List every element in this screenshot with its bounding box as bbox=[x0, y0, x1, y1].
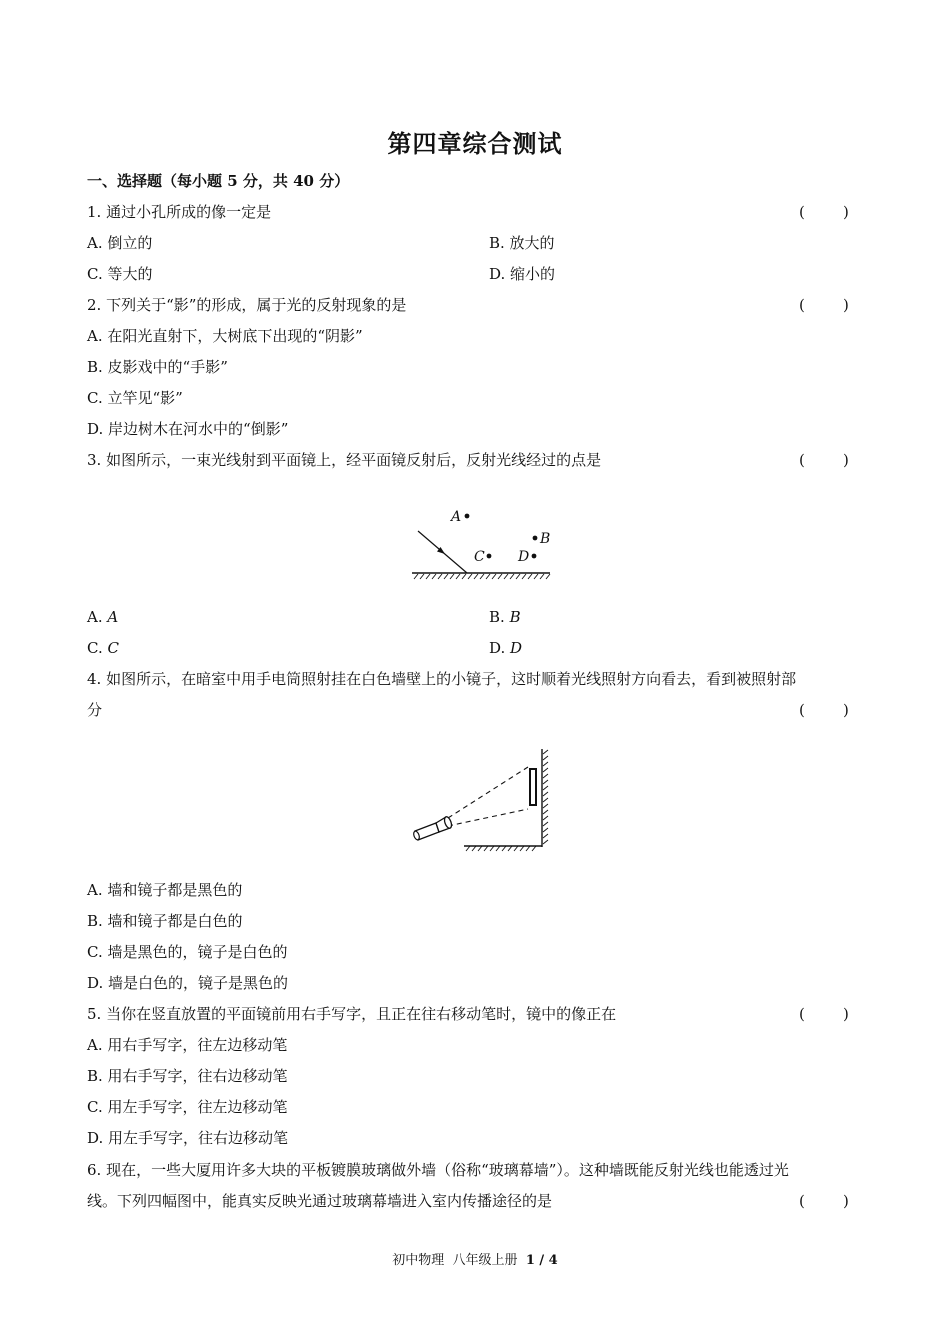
point-a-label: A bbox=[451, 509, 462, 525]
q3-option-b-value: B bbox=[509, 608, 521, 626]
q3-option-b: B. B bbox=[489, 608, 521, 626]
point-b-dot bbox=[533, 536, 538, 541]
q3-option-d: D. D bbox=[489, 639, 523, 657]
small-mirror bbox=[530, 769, 536, 805]
q1-option-b: B. 放大的 bbox=[489, 234, 555, 252]
q4-option-b: B. 墙和镜子都是白色的 bbox=[87, 912, 243, 930]
q4-option-a: A. 墙和镜子都是黑色的 bbox=[87, 881, 243, 899]
q1-stem: 1. 通过小孔所成的像一定是 bbox=[87, 203, 272, 221]
q5-option-d: D. 用左手写字，往右边移动笔 bbox=[87, 1129, 289, 1147]
q3-option-a-value: A bbox=[107, 608, 119, 626]
point-b-label: B bbox=[540, 531, 551, 547]
q2-option-b: B. 皮影戏中的“手影” bbox=[87, 358, 228, 376]
q6-stem-line1: 6. 现在，一些大厦用许多大块的平板镀膜玻璃做外墙（俗称“玻璃幕墙”）。这种墙既能反射光线也能透过光 bbox=[87, 1161, 789, 1179]
point-d-label: D bbox=[518, 549, 530, 565]
q2-stem: 2. 下列关于“影”的形成，属于光的反射现象的是 bbox=[87, 296, 407, 314]
q3-option-a: A. A bbox=[87, 608, 119, 626]
q6-stem-line2: 线。下列四幅图中，能真实反映光通过玻璃幕墙进入室内传播途径的是 bbox=[87, 1192, 553, 1210]
q2-option-d: D. 岸边树木在河水中的“倒影” bbox=[87, 420, 289, 438]
q3-stem: 3. 如图所示，一束光线射到平面镜上，经平面镜反射后，反射光线经过的点是 bbox=[87, 451, 602, 469]
q5-option-c: C. 用左手写字，往左边移动笔 bbox=[87, 1098, 288, 1116]
page-title: 第四章综合测试 bbox=[387, 129, 563, 158]
q3-mirror-figure bbox=[385, 500, 555, 582]
q3-option-c-value: C bbox=[107, 639, 119, 657]
q4-flashlight-figure bbox=[408, 745, 553, 855]
q5-option-a: A. 用右手写字，往左边移动笔 bbox=[87, 1036, 288, 1054]
q4-answer-blank: ( ) bbox=[799, 701, 849, 719]
page-number: 1 / 4 bbox=[525, 1253, 558, 1268]
q2-answer-blank: ( ) bbox=[799, 296, 849, 314]
point-c-dot bbox=[487, 554, 492, 559]
q6-answer-blank: ( ) bbox=[799, 1192, 849, 1210]
q3-option-c: C. C bbox=[87, 639, 119, 657]
flashlight-icon bbox=[413, 816, 453, 841]
q1-answer-blank: ( ) bbox=[799, 203, 849, 221]
q3-option-d-value: D bbox=[510, 639, 523, 657]
q1-option-a: A. 倒立的 bbox=[87, 234, 153, 252]
q5-answer-blank: ( ) bbox=[799, 1005, 849, 1023]
q4-stem-line2: 分 bbox=[87, 701, 103, 719]
section-heading: 一、选择题（每小题 5 分，共 40 分） bbox=[87, 172, 350, 190]
q5-option-b: B. 用右手写字，往右边移动笔 bbox=[87, 1067, 288, 1085]
q4-stem-line1: 4. 如图所示，在暗室中用手电筒照射挂在白色墙壁上的小镜子，这时顺着光线照射方向看去，看到被照射部 bbox=[87, 670, 797, 688]
page-footer bbox=[0, 1249, 950, 1268]
q1-option-d: D. 缩小的 bbox=[489, 265, 556, 283]
q2-option-c: C. 立竿见“影” bbox=[87, 389, 183, 407]
q2-option-a: A. 在阳光直射下，大树底下出现的“阴影” bbox=[87, 327, 363, 345]
footer-text: 初中物理 八年级上册 bbox=[392, 1253, 526, 1268]
q3-answer-blank: ( ) bbox=[799, 451, 849, 469]
q1-option-c: C. 等大的 bbox=[87, 265, 153, 283]
q5-stem: 5. 当你在竖直放置的平面镜前用右手写字，且正在往右移动笔时，镜中的像正在 bbox=[87, 1005, 617, 1023]
q4-option-d: D. 墙是白色的，镜子是黑色的 bbox=[87, 974, 289, 992]
point-a-dot bbox=[465, 514, 470, 519]
q4-option-c: C. 墙是黑色的，镜子是白色的 bbox=[87, 943, 288, 961]
point-c-label: C bbox=[474, 549, 485, 565]
point-d-dot bbox=[532, 554, 537, 559]
